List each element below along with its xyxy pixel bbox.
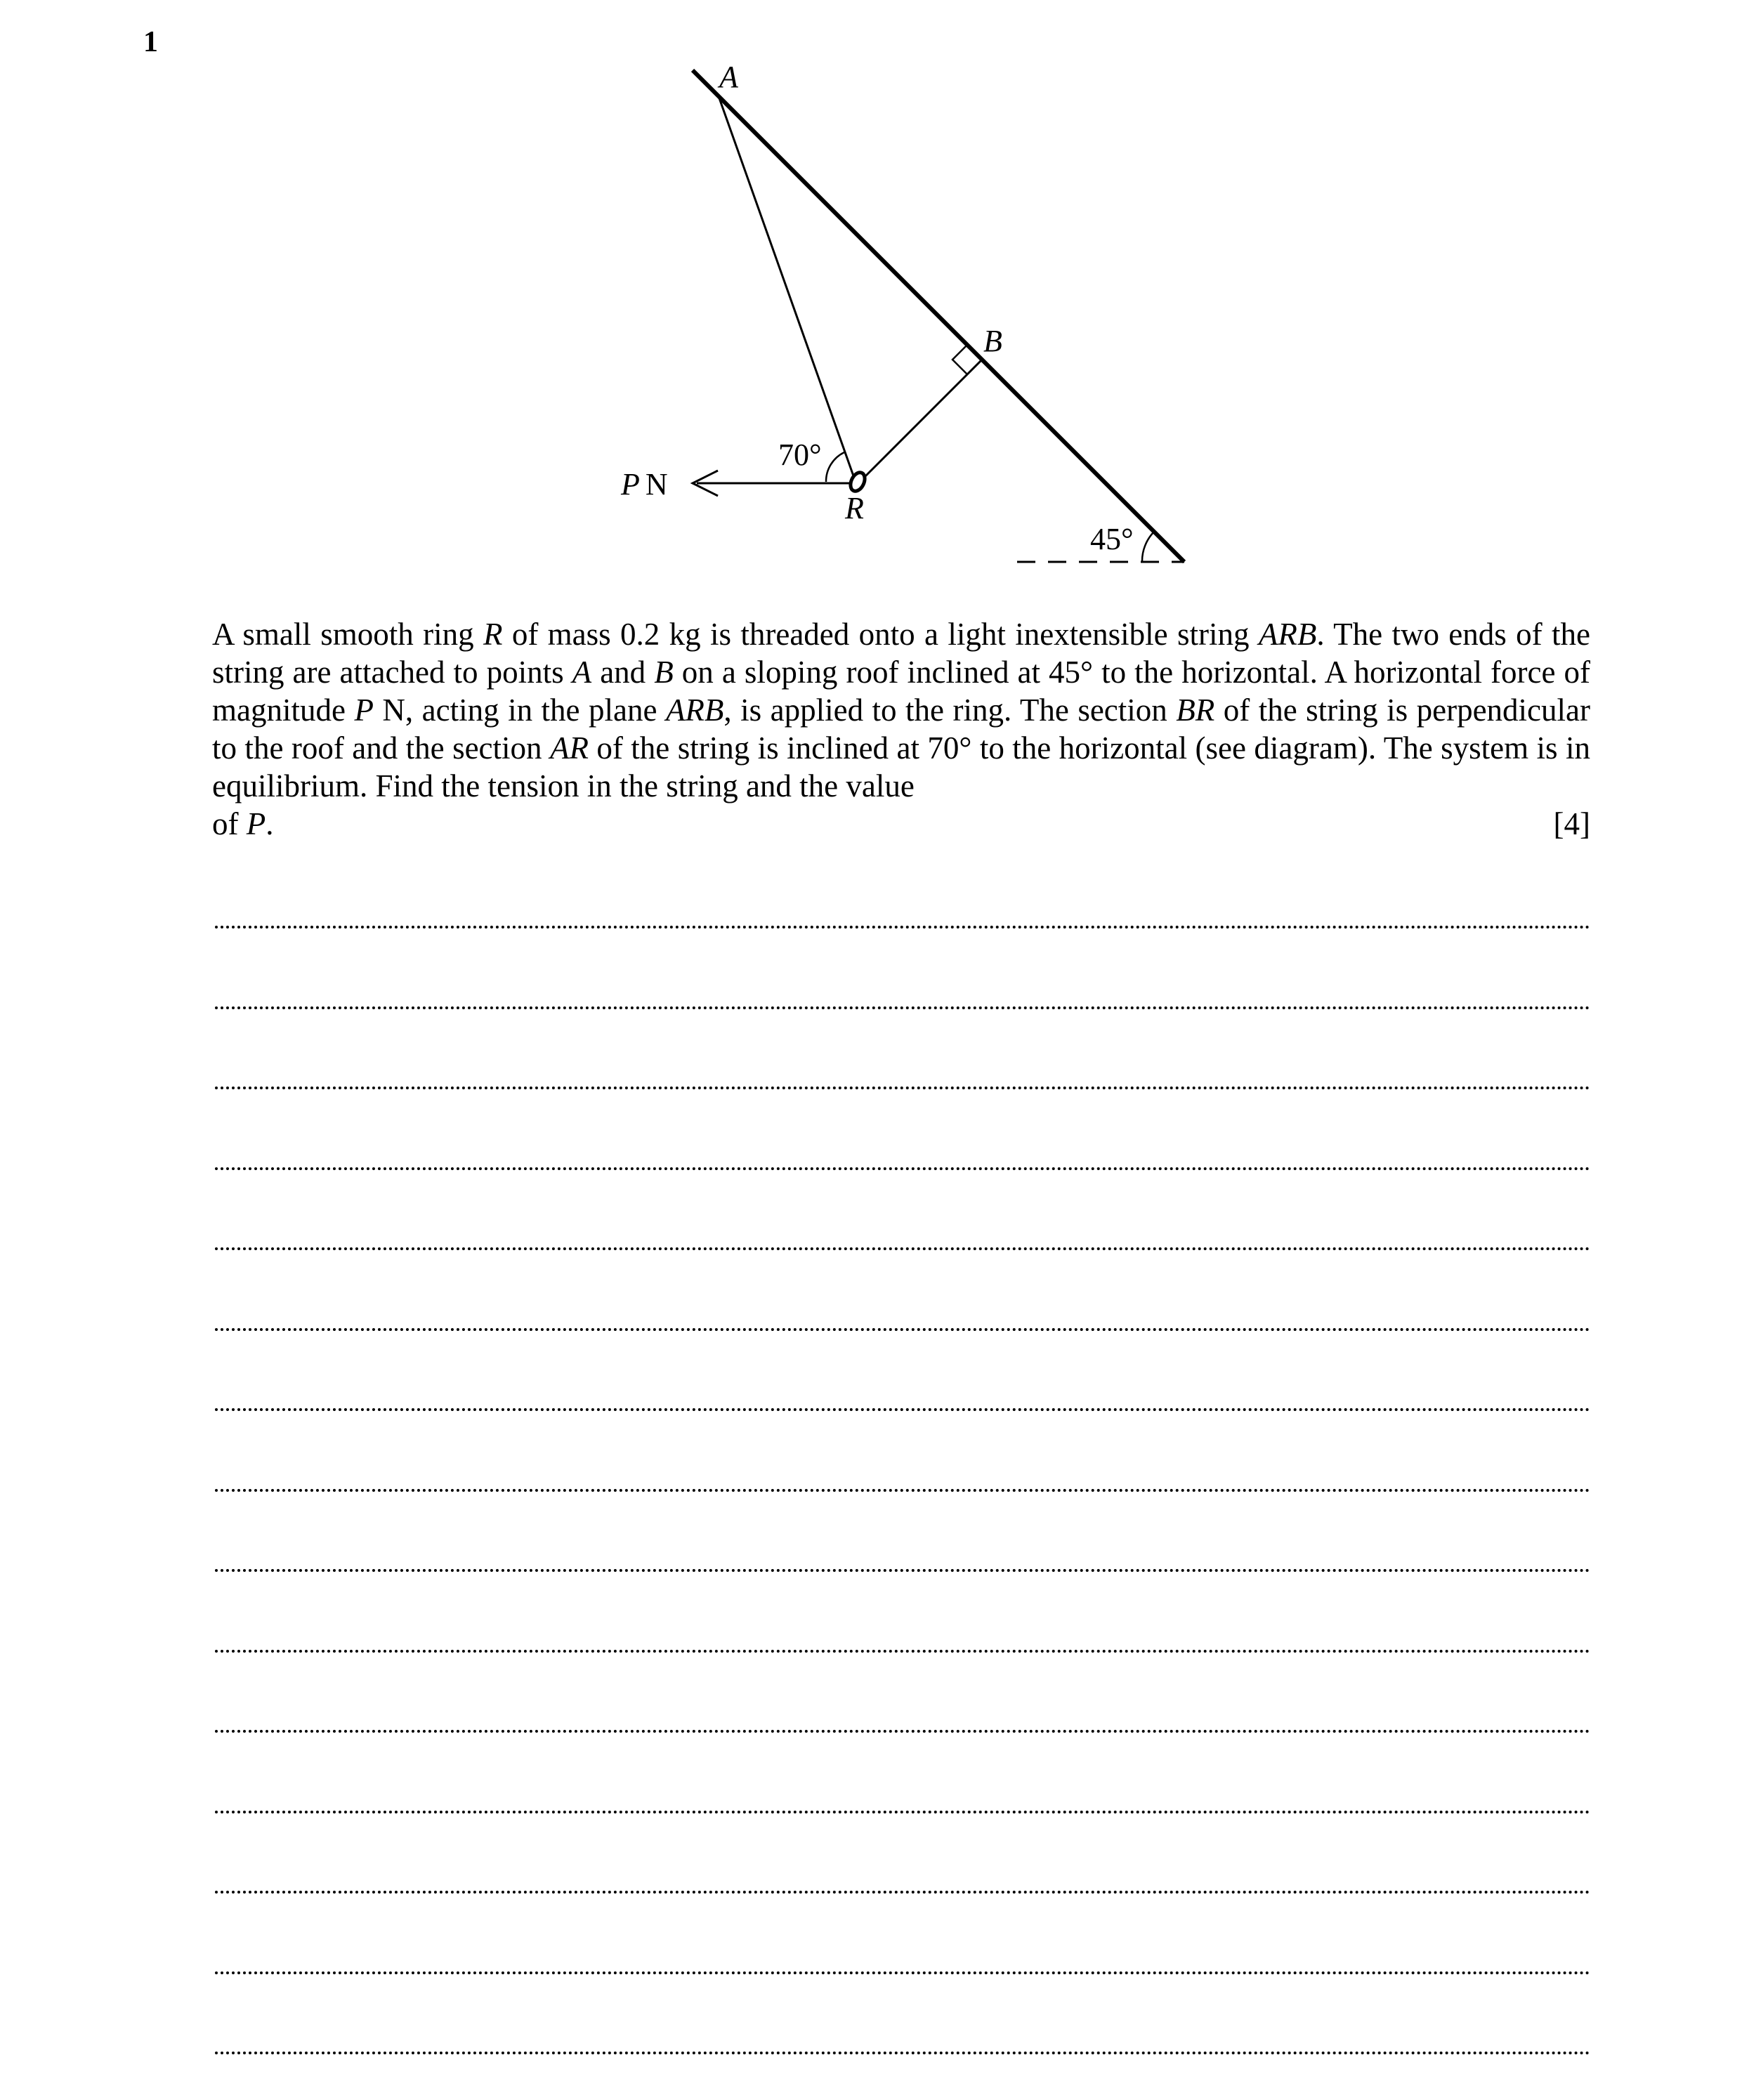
- roof-line: [693, 70, 1184, 562]
- question-text-run: B: [654, 655, 674, 690]
- force-label: [620, 467, 668, 501]
- question-last-run: .: [266, 806, 274, 841]
- label-b: B: [983, 324, 1002, 358]
- angle-label-45: 45°: [1090, 522, 1134, 556]
- question-text-run: and: [591, 655, 655, 690]
- answer-line[interactable]: [215, 1006, 1590, 1009]
- question-text-run: AR: [549, 730, 589, 766]
- question-text: [212, 615, 1590, 843]
- answer-line[interactable]: [215, 926, 1590, 928]
- question-body: [212, 617, 1590, 803]
- answer-line[interactable]: [215, 1730, 1590, 1733]
- answer-line[interactable]: [215, 2052, 1590, 2054]
- question-last-run: of: [212, 806, 247, 841]
- answer-line[interactable]: [215, 1408, 1590, 1411]
- answer-line[interactable]: [215, 1650, 1590, 1653]
- question-text-run: N, acting in the plane: [373, 693, 666, 728]
- answer-line[interactable]: [215, 1328, 1590, 1331]
- question-text-run: A small smooth ring: [212, 617, 483, 652]
- question-last-line: [212, 805, 1590, 843]
- marks: [4]: [1553, 806, 1590, 841]
- string-br: [860, 360, 982, 482]
- question-text-run: P: [354, 693, 374, 728]
- diagram: [0, 0, 1742, 590]
- question-last-text: [212, 805, 274, 843]
- right-angle-marker: [952, 345, 982, 374]
- question-text-run: of mass 0.2 kg is threaded onto a light inextensible string: [502, 617, 1259, 652]
- question-text-run: ARB: [665, 693, 724, 728]
- ring-r: [848, 471, 867, 494]
- question-text-run: A: [572, 655, 592, 690]
- string-ar: [719, 96, 856, 482]
- question-text-run: . The two ends of the string are attached to points: [212, 617, 1590, 690]
- label-r: R: [845, 491, 864, 525]
- question-text-run: R: [483, 617, 503, 652]
- question-text-run: BR: [1176, 693, 1215, 728]
- force-symbol: P: [621, 467, 640, 501]
- answer-line[interactable]: [215, 1167, 1590, 1170]
- question-last-run: P: [246, 806, 266, 841]
- answer-line[interactable]: [215, 1891, 1590, 1894]
- question-number: 1: [143, 26, 158, 58]
- angle-label-70: 70°: [778, 438, 822, 472]
- answer-line[interactable]: [215, 1247, 1590, 1250]
- question-text-run: , is applied to the ring. The section: [723, 693, 1177, 728]
- angle-arc-70: [826, 452, 844, 482]
- label-a: A: [719, 60, 738, 94]
- answer-line[interactable]: [215, 1811, 1590, 1813]
- answer-line[interactable]: [215, 1971, 1590, 1974]
- question-text-run: of the string is perpendicular to the roof and the section: [212, 693, 1590, 766]
- force-unit: N: [645, 467, 668, 501]
- answer-line[interactable]: [215, 1569, 1590, 1572]
- answer-line[interactable]: [215, 1489, 1590, 1492]
- question-text-run: on a sloping roof inclined at 45° to the horizontal. A horizontal force of magnitude: [212, 655, 1590, 728]
- question-text-run: ARB: [1258, 617, 1317, 652]
- answer-line[interactable]: [215, 1087, 1590, 1089]
- angle-arc-45: [1142, 532, 1154, 562]
- question-text-run: of the string is inclined at 70° to the horizontal (see diagram). The system is in equilibrium. Find the tension in the string and the value: [212, 730, 1590, 803]
